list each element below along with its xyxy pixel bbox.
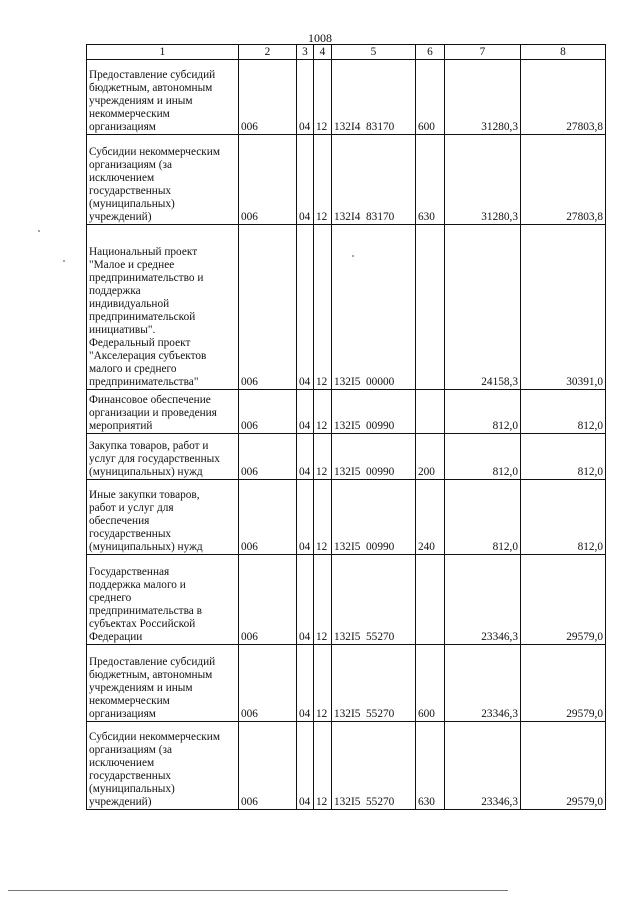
column-header: 4 [314, 45, 332, 60]
target-article-code [332, 434, 416, 480]
amount-year-1: 812,0 [445, 434, 521, 480]
target-article-prefix: 132I4 [334, 121, 361, 133]
amount-year-2: 29579,0 [521, 555, 606, 645]
target-article-code [332, 480, 416, 555]
column-header: 3 [297, 45, 314, 60]
section-code: 04 [297, 135, 314, 225]
target-article-code [332, 722, 416, 810]
table-row [87, 480, 606, 555]
column-header: 5 [332, 45, 416, 60]
expense-type-code [416, 555, 445, 645]
column-header: 7 [445, 45, 521, 60]
target-article-suffix: 55270 [366, 796, 395, 808]
column-header: 6 [416, 45, 445, 60]
amount-year-2: 27803,8 [521, 135, 606, 225]
ministry-code: 006 [239, 555, 297, 645]
target-article-code [332, 60, 416, 135]
item-name: Государственная поддержка малого и среднего предпринимательства в субъектах Российской Федерации [87, 555, 239, 645]
target-article-suffix: 83170 [366, 121, 395, 133]
table-row [87, 135, 606, 225]
column-header: 1 [87, 45, 239, 60]
section-code: 04 [297, 480, 314, 555]
amount-year-1: 812,0 [445, 390, 521, 434]
subsection-code: 12 [314, 225, 332, 390]
amount-year-2: 27803,8 [521, 60, 606, 135]
subsection-code: 12 [314, 434, 332, 480]
item-name: Субсидии некоммерческим организациям (за исключением государственных (муниципальных) учреждений) [87, 135, 239, 225]
amount-year-1: 23346,3 [445, 722, 521, 810]
bottom-scan-rule [8, 890, 508, 891]
section-code: 04 [297, 434, 314, 480]
ministry-code: 006 [239, 480, 297, 555]
target-article-suffix: 55270 [366, 708, 395, 720]
budget-table [86, 44, 606, 810]
section-code: 04 [297, 60, 314, 135]
amount-year-1: 31280,3 [445, 135, 521, 225]
subsection-code: 12 [314, 135, 332, 225]
table-row [87, 434, 606, 480]
item-name: Финансовое обеспечение организации и проведения мероприятий [87, 390, 239, 434]
target-article-suffix: 00990 [366, 420, 395, 432]
amount-year-2: 812,0 [521, 480, 606, 555]
target-article-suffix: 00990 [366, 541, 395, 553]
target-article-prefix: 132I5 [334, 376, 361, 388]
item-name: Закупка товаров, работ и услуг для государственных (муниципальных) нужд [87, 434, 239, 480]
ministry-code: 006 [239, 225, 297, 390]
item-name: Национальный проект "Малое и среднее предпринимательство и поддержка индивидуальной предпринимательской инициативы". Федеральный проект "Акселерация субъектов малого и среднего предпринимательства" [87, 225, 239, 390]
amount-year-1: 31280,3 [445, 60, 521, 135]
target-article-code [332, 225, 416, 390]
expense-type-code: 630 [416, 722, 445, 810]
item-name: Иные закупки товаров, работ и услуг для обеспечения государственных (муниципальных) нужд [87, 480, 239, 555]
amount-year-1: 23346,3 [445, 645, 521, 722]
table-row [87, 390, 606, 434]
target-article-suffix: 00000 [366, 376, 395, 388]
subsection-code: 12 [314, 480, 332, 555]
section-code: 04 [297, 390, 314, 434]
column-header: 8 [521, 45, 606, 60]
ministry-code: 006 [239, 434, 297, 480]
expense-type-code: 240 [416, 480, 445, 555]
target-article-code [332, 390, 416, 434]
table-row [87, 60, 606, 135]
target-article-prefix: 132I5 [334, 541, 361, 553]
subsection-code: 12 [314, 60, 332, 135]
target-article-suffix: 00990 [366, 466, 395, 478]
target-article-suffix: 83170 [366, 211, 395, 223]
target-article-code [332, 645, 416, 722]
ministry-code: 006 [239, 722, 297, 810]
section-code: 04 [297, 225, 314, 390]
item-name: Предоставление субсидий бюджетным, автономным учреждениям и иным некоммерческим организациям [87, 60, 239, 135]
expense-type-code: 600 [416, 645, 445, 722]
item-name: Субсидии некоммерческим организациям (за исключением государственных (муниципальных) учреждений) [87, 722, 239, 810]
section-code: 04 [297, 555, 314, 645]
scan-speck [38, 230, 40, 232]
table-row [87, 645, 606, 722]
table-row [87, 722, 606, 810]
ministry-code: 006 [239, 645, 297, 722]
subsection-code: 12 [314, 645, 332, 722]
section-code: 04 [297, 645, 314, 722]
target-article-prefix: 132I5 [334, 466, 361, 478]
subsection-code: 12 [314, 555, 332, 645]
amount-year-1: 812,0 [445, 480, 521, 555]
target-article-prefix: 132I5 [334, 631, 361, 643]
ministry-code: 006 [239, 390, 297, 434]
target-article-code [332, 555, 416, 645]
amount-year-2: 812,0 [521, 434, 606, 480]
scan-speck [352, 255, 354, 257]
subsection-code: 12 [314, 390, 332, 434]
target-article-code [332, 135, 416, 225]
item-name: Предоставление субсидий бюджетным, автономным учреждениям и иным некоммерческим организациям [87, 645, 239, 722]
table-header-row [87, 45, 606, 60]
section-code: 04 [297, 722, 314, 810]
scan-speck [63, 260, 65, 262]
expense-type-code [416, 390, 445, 434]
target-article-prefix: 132I5 [334, 708, 361, 720]
target-article-prefix: 132I5 [334, 796, 361, 808]
amount-year-2: 29579,0 [521, 645, 606, 722]
column-header: 2 [239, 45, 297, 60]
target-article-prefix: 132I4 [334, 211, 361, 223]
ministry-code: 006 [239, 60, 297, 135]
page-number: 1008 [308, 31, 332, 45]
table-row [87, 555, 606, 645]
amount-year-2: 30391,0 [521, 225, 606, 390]
subsection-code: 12 [314, 722, 332, 810]
expense-type-code: 200 [416, 434, 445, 480]
expense-type-code: 630 [416, 135, 445, 225]
ministry-code: 006 [239, 135, 297, 225]
target-article-suffix: 55270 [366, 631, 395, 643]
amount-year-2: 812,0 [521, 390, 606, 434]
expense-type-code [416, 225, 445, 390]
table-row [87, 225, 606, 390]
expense-type-code: 600 [416, 60, 445, 135]
target-article-prefix: 132I5 [334, 420, 361, 432]
amount-year-1: 24158,3 [445, 225, 521, 390]
amount-year-2: 29579,0 [521, 722, 606, 810]
amount-year-1: 23346,3 [445, 555, 521, 645]
